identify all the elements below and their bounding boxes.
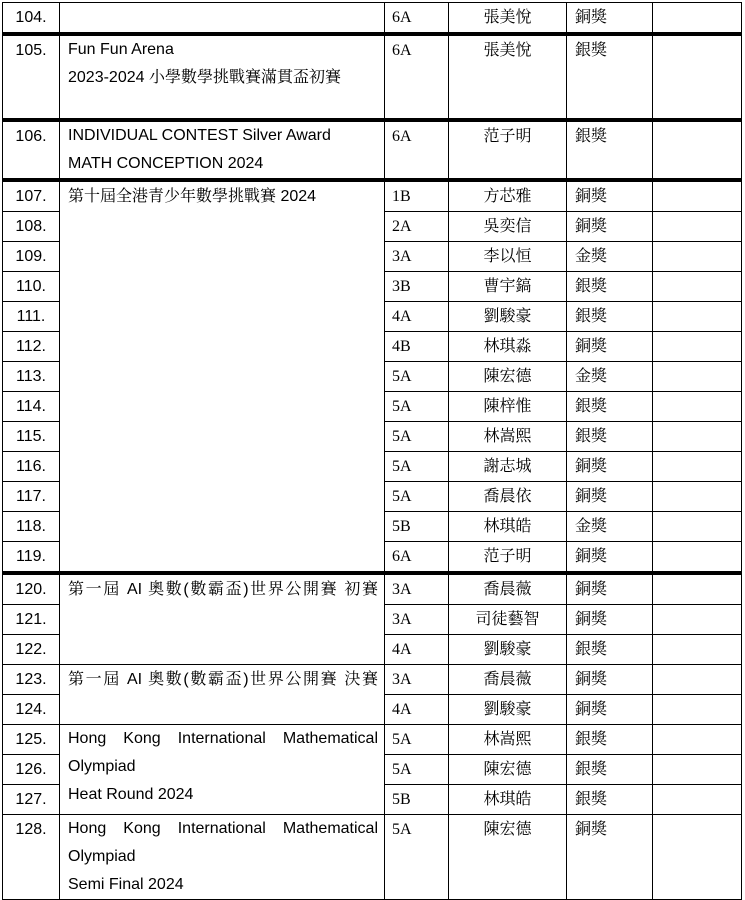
empty-cell [653, 785, 742, 815]
row-number: 104. [3, 3, 60, 35]
class-cell: 3B [385, 272, 449, 302]
empty-cell [653, 725, 742, 755]
award-cell: 銅獎 [567, 815, 653, 900]
student-name: 陳宏德 [449, 815, 567, 900]
event-line: INDIVIDUAL CONTEST Silver Award [68, 127, 331, 144]
award-cell: 金獎 [567, 512, 653, 542]
row-number: 117. [3, 482, 60, 512]
event-line: MATH CONCEPTION 2024 [68, 155, 264, 172]
class-cell: 3A [385, 605, 449, 635]
student-name: 方芯雅 [449, 180, 567, 212]
row-number: 124. [3, 695, 60, 725]
row-number: 111. [3, 302, 60, 332]
event-cell [60, 815, 385, 900]
table-row [3, 725, 742, 755]
empty-cell [653, 635, 742, 665]
class-cell: 4B [385, 332, 449, 362]
student-name: 范子明 [449, 542, 567, 574]
event-line: Fun Fun Arena [68, 41, 174, 58]
table-row [3, 3, 742, 35]
student-name: 謝志城 [449, 452, 567, 482]
class-cell: 4A [385, 695, 449, 725]
empty-cell [653, 605, 742, 635]
table-row [3, 120, 742, 180]
row-number: 107. [3, 180, 60, 212]
award-cell: 銅獎 [567, 212, 653, 242]
class-cell: 5B [385, 785, 449, 815]
student-name: 陳梓惟 [449, 392, 567, 422]
student-name: 張美悅 [449, 34, 567, 120]
empty-cell [653, 542, 742, 574]
event-cell [60, 120, 385, 180]
class-cell: 6A [385, 34, 449, 120]
class-cell: 5A [385, 755, 449, 785]
empty-cell [653, 242, 742, 272]
row-number: 106. [3, 120, 60, 180]
row-number: 120. [3, 573, 60, 605]
student-name: 李以恒 [449, 242, 567, 272]
award-cell: 銀獎 [567, 302, 653, 332]
award-cell: 銅獎 [567, 452, 653, 482]
award-cell: 銀獎 [567, 725, 653, 755]
award-cell: 金獎 [567, 362, 653, 392]
row-number: 126. [3, 755, 60, 785]
empty-cell [653, 665, 742, 695]
row-number: 128. [3, 815, 60, 900]
empty-cell [653, 3, 742, 35]
empty-cell [653, 362, 742, 392]
empty-cell [653, 755, 742, 785]
student-name: 劉駿豪 [449, 695, 567, 725]
table-row [3, 34, 742, 120]
award-cell: 金獎 [567, 242, 653, 272]
award-cell: 銀獎 [567, 120, 653, 180]
student-name: 范子明 [449, 120, 567, 180]
event-line: 2023-2024 小學數學挑戰賽滿貫盃初賽 [68, 69, 341, 86]
award-cell: 銀獎 [567, 785, 653, 815]
award-cell: 銅獎 [567, 3, 653, 35]
award-cell: 銅獎 [567, 482, 653, 512]
row-number: 127. [3, 785, 60, 815]
empty-cell [653, 120, 742, 180]
empty-cell [653, 180, 742, 212]
empty-cell [653, 34, 742, 120]
awards-table [2, 2, 742, 900]
class-cell: 5A [385, 452, 449, 482]
student-name: 張美悅 [449, 3, 567, 35]
class-cell: 5A [385, 392, 449, 422]
row-number: 109. [3, 242, 60, 272]
empty-cell [653, 695, 742, 725]
class-cell: 4A [385, 635, 449, 665]
row-number: 116. [3, 452, 60, 482]
table-row [3, 815, 742, 900]
event-cell: 第一屆 AI 奧數(數霸盃)世界公開賽 決賽 [60, 665, 385, 725]
empty-cell [653, 302, 742, 332]
award-cell: 銅獎 [567, 332, 653, 362]
empty-cell [653, 392, 742, 422]
empty-cell [653, 512, 742, 542]
class-cell: 1B [385, 180, 449, 212]
student-name: 劉駿豪 [449, 635, 567, 665]
table-row [3, 180, 742, 212]
student-name: 陳宏德 [449, 755, 567, 785]
award-cell: 銅獎 [567, 180, 653, 212]
class-cell: 4A [385, 302, 449, 332]
row-number: 108. [3, 212, 60, 242]
empty-cell [653, 815, 742, 900]
row-number: 105. [3, 34, 60, 120]
empty-cell [653, 212, 742, 242]
row-number: 121. [3, 605, 60, 635]
class-cell: 6A [385, 120, 449, 180]
class-cell: 5A [385, 422, 449, 452]
student-name: 喬晨薇 [449, 665, 567, 695]
student-name: 吳奕信 [449, 212, 567, 242]
student-name: 劉駿豪 [449, 302, 567, 332]
empty-cell [653, 332, 742, 362]
event-line: Semi Final 2024 [68, 876, 184, 893]
class-cell: 5B [385, 512, 449, 542]
class-cell: 3A [385, 665, 449, 695]
event-cell: 第一屆 AI 奧數(數霸盃)世界公開賽 初賽 [60, 573, 385, 665]
event-cell [60, 3, 385, 35]
event-cell [60, 34, 385, 120]
award-cell: 銀獎 [567, 755, 653, 785]
event-line: Hong Kong International Mathematical [68, 730, 378, 747]
class-cell: 2A [385, 212, 449, 242]
row-number: 110. [3, 272, 60, 302]
event-cell [60, 725, 385, 815]
student-name: 陳宏德 [449, 362, 567, 392]
row-number: 123. [3, 665, 60, 695]
class-cell: 5A [385, 725, 449, 755]
class-cell: 3A [385, 573, 449, 605]
student-name: 林琪皓 [449, 785, 567, 815]
award-cell: 銅獎 [567, 665, 653, 695]
class-cell: 3A [385, 242, 449, 272]
table-row [3, 665, 742, 695]
row-number: 118. [3, 512, 60, 542]
award-cell: 銀獎 [567, 272, 653, 302]
award-cell: 銀獎 [567, 34, 653, 120]
award-cell: 銅獎 [567, 573, 653, 605]
row-number: 115. [3, 422, 60, 452]
row-number: 113. [3, 362, 60, 392]
empty-cell [653, 573, 742, 605]
row-number: 125. [3, 725, 60, 755]
empty-cell [653, 272, 742, 302]
row-number: 114. [3, 392, 60, 422]
student-name: 林嵩熙 [449, 422, 567, 452]
row-number: 112. [3, 332, 60, 362]
class-cell: 6A [385, 542, 449, 574]
event-line: Olympiad [68, 758, 136, 775]
award-cell: 銀獎 [567, 422, 653, 452]
student-name: 林琪淼 [449, 332, 567, 362]
award-cell: 銀獎 [567, 635, 653, 665]
event-line: Olympiad [68, 848, 136, 865]
empty-cell [653, 452, 742, 482]
row-number: 122. [3, 635, 60, 665]
class-cell: 5A [385, 482, 449, 512]
award-cell: 銅獎 [567, 542, 653, 574]
student-name: 喬晨薇 [449, 573, 567, 605]
event-line: Heat Round 2024 [68, 786, 194, 803]
event-cell: 第十屆全港青少年數學挑戰賽 2024 [60, 180, 385, 573]
award-cell: 銀獎 [567, 392, 653, 422]
row-number: 119. [3, 542, 60, 574]
empty-cell [653, 482, 742, 512]
student-name: 曹宇鎬 [449, 272, 567, 302]
student-name: 喬晨依 [449, 482, 567, 512]
class-cell: 6A [385, 3, 449, 35]
student-name: 司徒藝智 [449, 605, 567, 635]
class-cell: 5A [385, 815, 449, 900]
award-cell: 銅獎 [567, 695, 653, 725]
award-cell: 銅獎 [567, 605, 653, 635]
event-line: Hong Kong International Mathematical [68, 820, 378, 837]
class-cell: 5A [385, 362, 449, 392]
student-name: 林琪皓 [449, 512, 567, 542]
table-row [3, 573, 742, 605]
empty-cell [653, 422, 742, 452]
student-name: 林嵩熙 [449, 725, 567, 755]
